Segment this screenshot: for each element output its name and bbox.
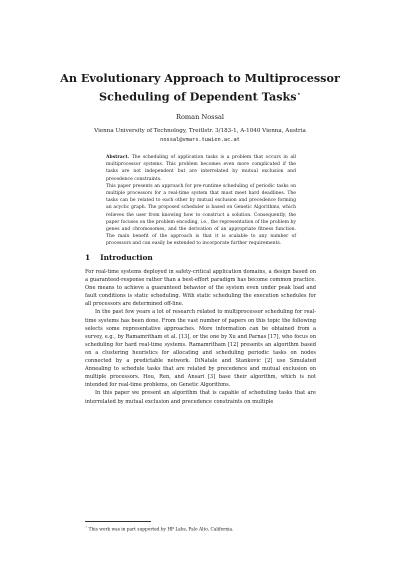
footnote <box>85 524 316 533</box>
footnote-rule <box>85 521 151 522</box>
body-paragraph-1: For real-time systems deployed in safety-critical application domains, a design based on a guaranteed-response rather than a best-effort paradigm has become common practice. One means to achieve a guaranteed behavior of the system even under peak load and fault conditions is static scheduling. With static scheduling the execution schedules for all processors are determined off-line. <box>85 269 316 308</box>
abstract-paragraph-1 <box>106 154 296 183</box>
affiliation: Vienna University of Technology, Treitlstr. 3/183-1, A-1040 Vienna, Austria <box>94 128 306 134</box>
abstract-text-1: The scheduling of application tasks is a problem that occurs in all multiprocessor systems. This problem becomes even more complicated if the tasks are not independent but are interrelated by mutual exclusion and precedence constraints. <box>106 155 296 182</box>
body-text <box>85 268 316 406</box>
section-title: Introduction <box>100 253 153 262</box>
footnote-text: This work was in part supported by HP Labs, Palo Alto, California. <box>88 527 234 533</box>
paper-title-text: An Evolutionary Approach to Multiprocessor Scheduling of Dependent Tasks <box>60 71 340 104</box>
abstract <box>106 154 296 248</box>
abstract-paragraph-2: This paper presents an approach for pre-runtime scheduling of periodic tasks on multiple processors for a real-time system that must meet hard deadlines. The tasks can be related to each other by mutual exclusion and precedence forming an acyclic graph. The proposed scheduler is based on Genetic Algorithms, which relieves the user from knowing how to construct a solution. Consequently, the paper focuses on the problem encoding, i.e., the representation of the problem by genes and chromosomes, and the derivation of an appropriate fitness function. The main benefit of the approach is that it is scalable to any number of processors and can easily be extended to incorporate further requirements. <box>106 183 296 247</box>
body-paragraph-2: In the past few years a lot of research related to multiprocessor scheduling for real-time systems has been done. From the vast number of papers on this topic the following selects some representative approaches. More information can be obtained from a survey, e.g., by Ramamritham et al. [13], or the one by Xu and Parnas [17], who focus on scheduling for hard real-time systems. Ramamritham [12] presents an algorithm based on a clustering heuristics for allocating and scheduling periodic tasks on nodes connected by a predictable network. DiNatale and Stankovic [2] use Simulated Annealing to schedule tasks that are related by precedence and mutual exclusion on multiple processors. Hou, Ren, and Ansari [3] base their algorithm, which is not intended for real-time problems, on Genetic Algorithms. <box>85 309 316 389</box>
author-name: Roman Nossal <box>175 113 224 121</box>
affiliation-block <box>0 127 400 145</box>
footnote-mark: ⋆ <box>85 525 88 529</box>
section-heading <box>85 253 153 262</box>
title-footnote-mark: ⋆ <box>296 90 301 98</box>
section-number: 1 <box>85 253 91 262</box>
abstract-label: Abstract. <box>106 155 130 160</box>
author-email: nossal@vmars.tuwien.ac.at <box>160 137 240 143</box>
paper-title <box>60 70 340 105</box>
body-paragraph-3: In this paper we present an algorithm that is capable of scheduling tasks that are interrelated by mutual exclusion and precedence constraints on multiple <box>85 390 316 405</box>
